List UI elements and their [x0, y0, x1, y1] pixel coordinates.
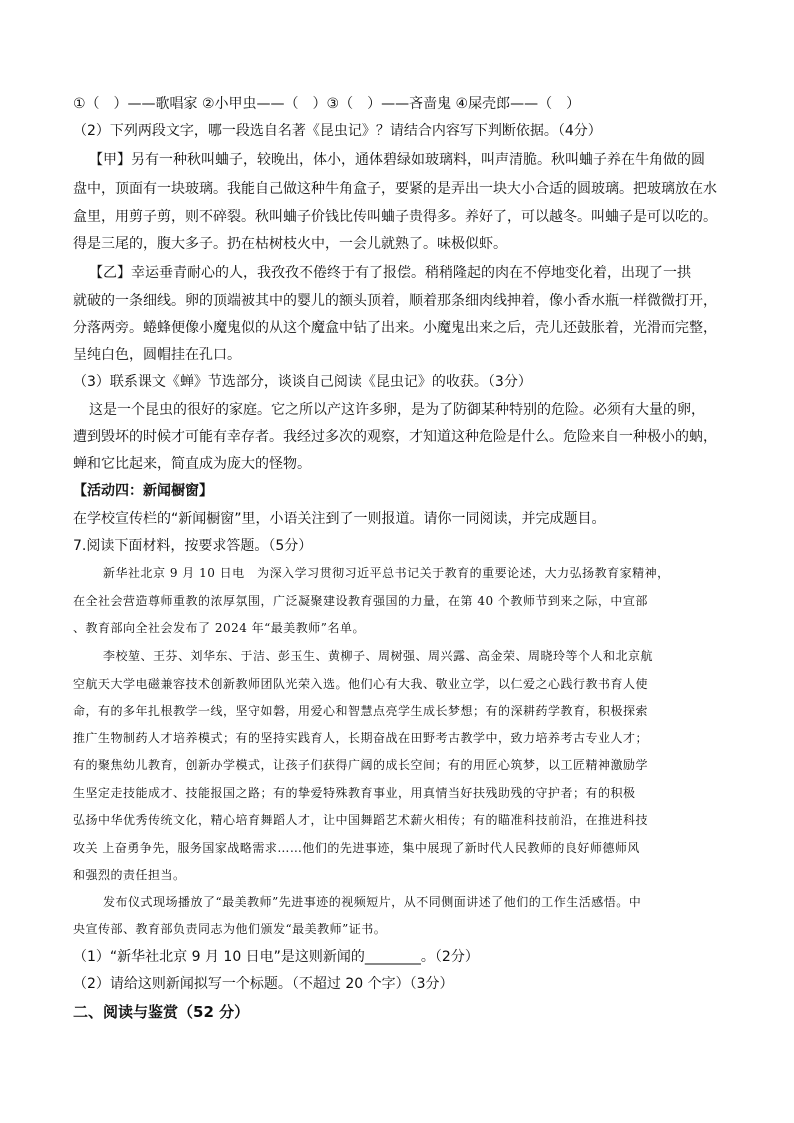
- news-line: 、教育部向全社会发布了 2024 年“最美教师”名单。: [73, 621, 365, 635]
- news-line: 和强烈的责任担当。: [73, 868, 186, 882]
- activity-4-heading: 【活动四：新闻橱窗】: [73, 483, 213, 499]
- news-line: 在全社会营造尊师重教的浓厚氛围，广泛凝聚建设教育强国的力量，在第 40 个教师节到来之际，中宣部: [73, 594, 648, 608]
- passage-jia-line: 得是三尾的，腹大多子。扔在枯树枝火中，一会儿就熟了。味极似虾。: [73, 236, 507, 252]
- news-line: 推广生物制药人才培养模式；有的坚持实践育人，长期奋战在田野考古教学中，致力培养考古专业人才；: [73, 731, 649, 745]
- question-2: （2）下列两段文字，哪一段选自名著《昆虫记》？请结合内容写下判断依据。（4分）: [73, 123, 602, 139]
- passage-yi-line: 就破的一条细线。卵的顶端被其中的婴儿的额头顶着，顺着那条细肉线抻着，像小香水瓶一样微微打开，: [73, 293, 717, 309]
- news-line: 攻关 上奋勇争先，服务国家战略需求……他们的先进事迹，集中展现了新时代人民教师的良好师德师风: [73, 841, 640, 855]
- passage-yi-line: 呈纯白色，圆帽挂在孔口。: [73, 347, 241, 363]
- news-line: 生坚定走技能成才、技能报国之路；有的挚爱特殊教育事业，用真情当好扶残助残的守护者；有的积极: [73, 786, 636, 800]
- passage-yi-line: 分落两旁。蜷蜂便像小魔鬼似的从这个魔盒中钻了出来。小魔鬼出来之后，壳儿还鼓胀着，光滑而完整，: [73, 320, 717, 336]
- passage-jia-line: 盘中，顶面有一块玻璃。我能自己做这种牛角盒子，要紧的是弄出一块大小合适的圆玻璃。把玻璃放在水: [73, 181, 717, 197]
- fill-blank-line: ①（ ）——歌唱家 ②小甲虫——（ ）③（ ）——吝啬鬼 ④屎壳郎——（ ）: [73, 96, 581, 112]
- cicada-passage-line: 蝉和它比起来，简直成为庞大的怪物。: [73, 456, 311, 472]
- cicada-passage-line: 这是一个昆虫的很好的家庭。它之所以产这许多卵，是为了防御某种特别的危险。必须有大量的卵，: [89, 402, 705, 418]
- passage-jia-line: 【甲】另有一种秋叫蛐子，较晚出，体小，通体碧绿如玻璃料，叫声清脆。秋叫蛐子养在牛角做的圆: [89, 152, 705, 168]
- news-line: 发布仪式现场播放了“最美教师”先进事迹的视频短片，从不同侧面讲述了他们的工作生活感悟。中: [103, 895, 642, 909]
- question-3: （3）联系课文《蝉》节选部分，谈谈自己阅读《昆虫记》的收获。（3分）: [73, 374, 532, 390]
- cicada-passage-line: 遭到毁坏的时候才可能有幸存者。我经过多次的观察，才知道这种危险是什么。危险来自一种极小的蚋，: [73, 429, 717, 445]
- section-2-heading: 二、阅读与鉴赏（52 分）: [73, 1003, 250, 1021]
- sub-question-2: （2）请给这则新闻拟写一个标题。（不超过 20 个字）（3分）: [73, 976, 454, 992]
- news-line: 有的聚焦幼儿教育，创新办学模式，让孩子们获得广阔的成长空间；有的用匠心筑梦，以工匠精神激励学: [73, 758, 649, 772]
- news-line: 新华社北京 9 月 10 日电 为深入学习贯彻习近平总书记关于教育的重要论述，大力弘扬教育家精神，: [103, 566, 670, 580]
- news-line: 命，有的多年扎根教学一线，坚守如磐，用爱心和智慧点亮学生成长梦想；有的深耕药学教育，积极探索: [73, 704, 649, 718]
- news-line: 弘扬中华优秀传统文化，精心培育舞蹈人才，让中国舞蹈艺术薪火相传；有的瞄准科技前沿，在推进科技: [73, 813, 649, 827]
- question-7: 7.阅读下面材料，按要求答题。（5分）: [73, 538, 313, 554]
- news-line: 央宣传部、教育部负责同志为他们颁发“最美教师”证书。: [73, 922, 387, 936]
- activity-intro: 在学校宣传栏的“新闻橱窗”里，小语关注到了一则报道。请你一同阅读，并完成题目。: [73, 511, 606, 527]
- passage-yi-line: 【乙】幸运垂青耐心的人，我孜孜不倦终于有了报偿。稍稍隆起的肉在不停地变化着，出现了一拱: [89, 265, 691, 281]
- sub-question-1: （1）“新华社北京 9 月 10 日电”是这则新闻的________。（2分）: [73, 949, 479, 965]
- news-line: 空航天大学电磁兼容技术创新教师团队光荣入选。他们心有大我、敬业立学，以仁爱之心践行教书育人使: [73, 677, 649, 691]
- passage-jia-line: 盒里，用剪子剪，则不碎裂。秋叫蛐子价钱比传叫蛐子贵得多。养好了，可以越冬。叫蛐子是可以吃的。: [73, 209, 717, 225]
- news-line: 李校堃、王芬、刘华东、于洁、彭玉生、黄柳子、周树强、周兴露、高金荣、周晓玲等个人和北京航: [103, 649, 654, 663]
